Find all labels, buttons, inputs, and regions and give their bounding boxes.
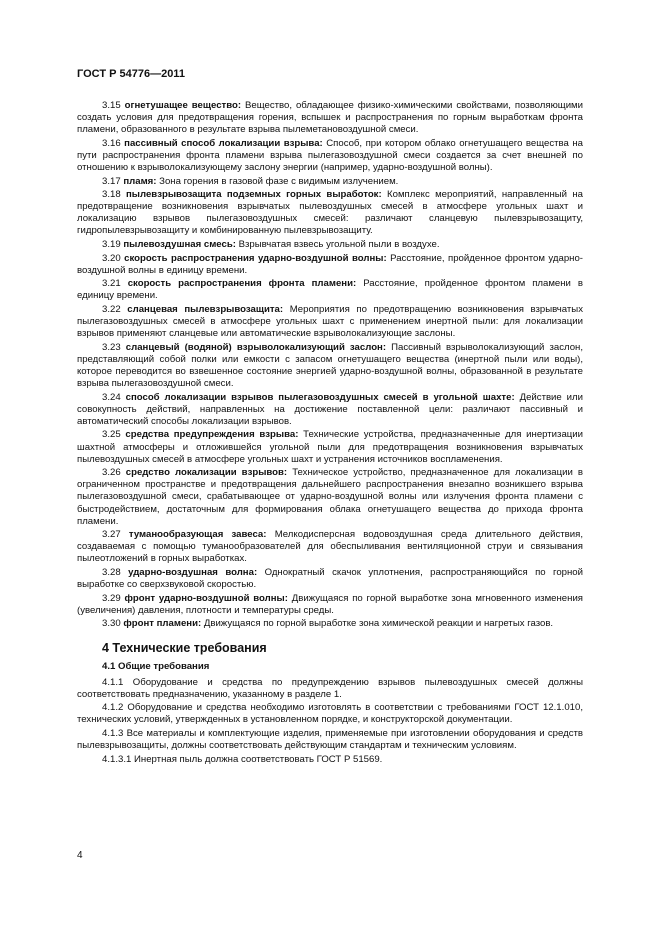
requirement-item <box>77 677 583 701</box>
clause-number: 3.26 <box>102 467 121 479</box>
term-name: сланцевая пылевзрывозащита: <box>127 304 284 315</box>
clause-number: 3.24 <box>102 391 121 403</box>
term-name: ударно-воздушная волна: <box>128 566 258 578</box>
requirement-item <box>77 728 583 752</box>
clause-number: 3.19 <box>102 239 121 251</box>
definition-item <box>77 342 583 390</box>
definition-item <box>77 138 583 174</box>
clause-number: 3.21 <box>102 278 121 290</box>
clause-number: 4.1.1 <box>102 676 124 688</box>
term-definition: Действие или совокупность действий, направленных на достижение поставленной цели: различают пассивный и автоматический способы локализации взрывов. <box>77 391 583 427</box>
term-definition: Зона горения в газовой фазе с видимым излучением. <box>159 175 399 187</box>
clause-number: 3.16 <box>102 137 121 149</box>
requirement-item <box>77 754 583 766</box>
term-name: средство локализации взрывов: <box>125 467 288 479</box>
page-content <box>77 100 583 767</box>
term-definition: Техническое устройство, предназначенное для локализации в ограниченном пространстве и предотвращения дальнейшего распространения внезапно возникшего взрыва пылегазовоздушной смеси, срабатывающее от ударно-воздушной волны или излучения фронта пламени с быстродействием, достаточным для формирования облака огнетушащего вещества до прихода фронта пламени. <box>77 467 583 527</box>
term-definition: Движущаяся по горной выработке зона химической реакции и нагретых газов. <box>203 618 554 630</box>
term-name: пламя: <box>123 175 157 187</box>
clause-number: 4.1.3 <box>102 728 124 739</box>
clause-number: 4.1.2 <box>102 702 124 714</box>
term-definition: Движущаяся по горной выработке зона мгновенного изменения (увеличения) давления, плотности и температуры среды. <box>77 592 583 616</box>
requirement-text: Оборудование и средства необходимо изготовлять в соответствии с требованиями ГОСТ 12.1.010, технических условий, утвержденных в установленном порядке, и конструкторской документации. <box>77 702 583 726</box>
requirement-text: Все материалы и комплектующие изделия, применяемые при изготовлении оборудования и средств пылевзрывозащиты, должны соответствовать действующим стандартам и техническим условиям. <box>77 728 583 752</box>
definition-item <box>77 239 583 251</box>
term-name: способ локализации взрывов пылегазовоздушных смесей в угольной шахте: <box>125 391 515 403</box>
term-definition: Способ, при котором облако огнетушащего вещества на пути распространения фронта пламени взрыва пылегазовоздушной смеси создается за счет внешней по отношению к взрыволокализующему заслону энергии (например, ударно-воздушной волны). <box>77 137 583 173</box>
clause-number: 3.28 <box>102 566 121 578</box>
document-header: ГОСТ Р 54776—2011 <box>77 68 185 80</box>
clause-number: 3.17 <box>102 175 121 187</box>
clause-number: 3.30 <box>102 618 121 630</box>
definition-item <box>77 529 583 565</box>
term-definition: Взрывчатая взвесь угольной пыли в воздухе. <box>238 239 440 251</box>
requirements-list <box>77 677 583 766</box>
requirement-item <box>77 702 583 726</box>
definition-item <box>77 304 583 340</box>
section-title: 4 Технические требования <box>102 641 267 656</box>
term-definition: Расстояние, пройденное фронтом ударно-воздушной волны в единицу времени. <box>77 252 583 276</box>
term-definition: Расстояние, пройденное фронтом пламени в единицу времени. <box>77 278 584 302</box>
definition-item <box>77 189 583 237</box>
term-name: пылевоздушная смесь: <box>123 239 236 251</box>
term-definition: Пассивный взрыволокализующий заслон, представляющий собой полки или емкости с запасом огнетушащего вещества (инертной пыли или воды), которое переводится во взвешенное состояние энергией ударно-воздушной волны, образованной в результате взрыва пылегазовоздушной смеси. <box>77 341 584 390</box>
page-number: 4 <box>77 850 83 861</box>
clause-number: 3.18 <box>102 189 121 201</box>
definitions-list <box>77 100 583 630</box>
clause-number: 3.20 <box>102 252 121 264</box>
term-definition: Мероприятия по предотвращению возникновения взрывчатых пылегазовоздушных смесей в атмосфере угольных шахт с применением инертной пыли: для локализации взрывов применяют сланцевые или автоматические взрыволокализующие заслоны. <box>77 304 583 340</box>
clause-number: 3.15 <box>102 100 121 111</box>
requirement-text: Оборудование и средства по предупреждению взрывов пылевоздушных смесей должны соответствовать предназначению, указанному в разделе 1. <box>77 676 584 700</box>
term-name: туманообразующая завеса: <box>128 529 267 541</box>
clause-number: 3.27 <box>102 529 121 541</box>
term-definition: Мелкодисперсная водовоздушная среда длительного действия, создаваемая с помощью туманообразователей для обеспыливания вентиляционной струи и связывания пылеотложений в горных выработках. <box>77 529 583 565</box>
subsection-title: 4.1 Общие требования <box>102 660 210 672</box>
term-name: скорость распространения фронта пламени: <box>127 278 357 290</box>
term-definition: Однократный скачок уплотнения, распространяющийся по горной выработке со сверхзвуковой скоростью. <box>77 566 584 591</box>
clause-number: 3.25 <box>102 429 121 441</box>
definition-item <box>77 392 583 428</box>
definition-item <box>77 278 583 302</box>
definition-item <box>77 100 583 136</box>
requirement-text: Инертная пыль должна соответствовать ГОСТ Р 51569. <box>134 753 383 765</box>
term-name: сланцевый (водяной) взрыволокализующий заслон: <box>125 341 387 353</box>
term-definition: Технические устройства, предназначенные для инертизации шахтной атмосферы и отложившейся угольной пыли для предотвращения возникновения взрывчатых пылевоздушных смесей в атмосфере угольных шахт и устранения источников воспламенения. <box>77 429 583 465</box>
definition-item <box>77 618 583 630</box>
term-name: средства предупреждения взрыва: <box>125 429 299 441</box>
definition-item <box>77 593 583 617</box>
definition-item <box>77 567 583 591</box>
term-name: огнетушащее вещество: <box>124 100 242 111</box>
definition-item <box>77 467 583 527</box>
term-name: фронт ударно-воздушной волны: <box>124 592 288 604</box>
term-name: пылевзрывозащита подземных горных выработок: <box>126 189 382 201</box>
clause-number: 3.22 <box>102 304 121 315</box>
term-name: скорость распространения ударно-воздушной волны: <box>124 252 387 264</box>
term-name: фронт пламени: <box>123 618 202 630</box>
definition-item <box>77 429 583 465</box>
clause-number: 4.1.3.1 <box>102 753 132 765</box>
definition-item <box>77 253 583 277</box>
term-definition: Комплекс мероприятий, направленный на предотвращение возникновения взрывчатых пылевоздушных смесей в атмосфере угольных шахт и локализацию взрывов пылегазовоздушных смесей: различают сланцевую пылевзрывозащиту, гидропылевзрывозащиту и комбинированную пылевзрывозащиту. <box>77 189 583 237</box>
clause-number: 3.29 <box>102 592 121 604</box>
definition-item <box>77 176 583 188</box>
term-definition: Вещество, обладающее физико-химическими свойствами, позволяющими создать условия для предотвращения горения, вспышек и распространения по горным выработкам фронта пламени, образованного в результате взрыва пылеметановоздушной смеси. <box>77 100 584 136</box>
clause-number: 3.23 <box>102 341 121 353</box>
term-name: пассивный способ локализации взрыва: <box>124 137 323 149</box>
